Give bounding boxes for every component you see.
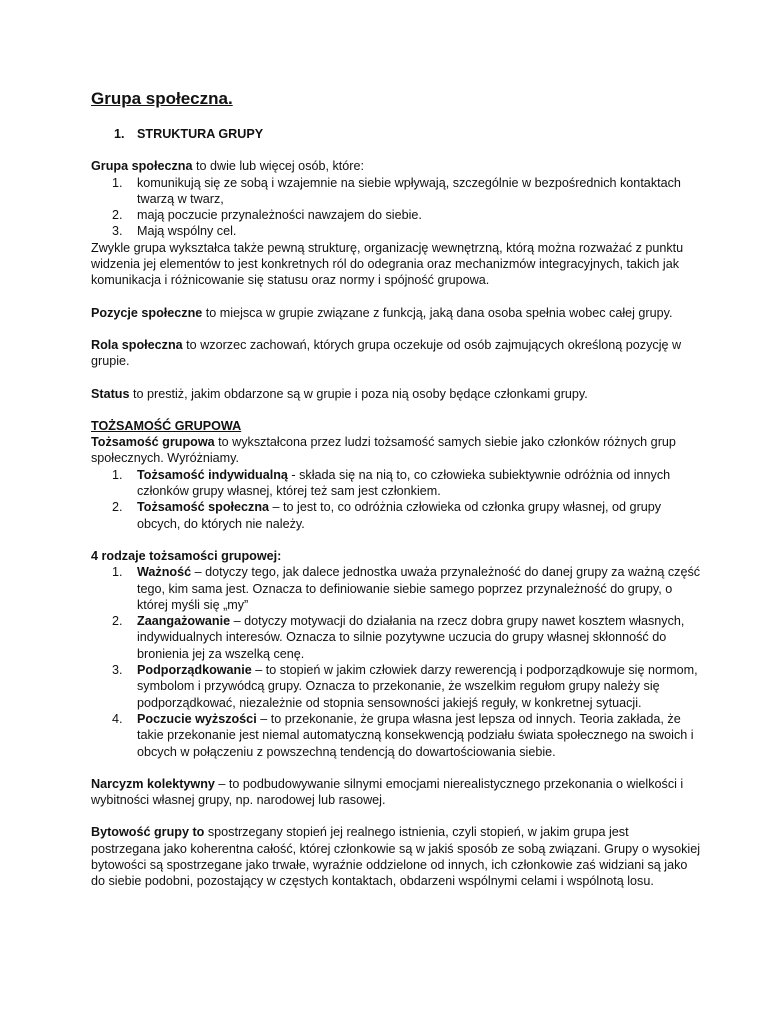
list-item (91, 223, 701, 239)
list-text: Mają wspólny cel. (137, 224, 237, 239)
list-term: Poczucie wyższości (137, 711, 257, 726)
definition-list (91, 175, 701, 240)
list-item (91, 564, 701, 613)
tozsamosc-paragraph (91, 434, 701, 467)
list-term: Podporządkowanie (137, 663, 252, 678)
pozycje-term: Pozycje społeczne (91, 305, 203, 320)
list-item (91, 175, 701, 208)
section-number: 1. (114, 127, 125, 141)
list-item (91, 467, 701, 500)
tozsamosc-list (91, 467, 701, 532)
list-text: – to jest to, co odróżnia człowieka od członka grupy własnej, od grupy obcych, do których nie należy. (137, 500, 662, 531)
list-text: – to stopień w jakim człowiek darzy rewerencją i podporządkowuje się normom, symbolom i przywódcą grupy. Oznacza to przekonanie, że wszelkim regułom grupy należy się podporządkować, niezależnie od stopnia sensowności jakiejś reguły, w konkretnej sytuacji. (137, 663, 698, 710)
list-item (91, 662, 701, 711)
document-title: Grupa społeczna. (91, 89, 233, 108)
list-number: 1. (112, 175, 123, 190)
definition-paragraph (91, 158, 701, 174)
list-number: 1. (112, 467, 123, 482)
definition-term: Grupa społeczna (91, 159, 193, 174)
list-text: – dotyczy motywacji do działania na rzecz dobra grupy nawet kosztem własnych, indywidualnych interesów. Oznacza to silnie pozytywne uczucia do grupy własnej skłonność do bronienia jej za wszelką cenę. (137, 614, 685, 661)
list-text: - składa się na nią to, co człowieka subiektywnie odróżnia od innych członków grupy własnej, której też sam jest członkiem. (137, 467, 671, 499)
tozsamosc-text: to wykształcona przez ludzi tożsamość samych siebie jako członków różnych grup społecznych. Wyróżniamy. (91, 435, 676, 466)
status-text: to prestiż, jakim obdarzone są w grupie i poza nią osoby będące członkami grupy. (129, 386, 588, 401)
list-item (91, 613, 701, 662)
rola-paragraph (91, 337, 701, 370)
status-term: Status (91, 386, 130, 401)
bytowosc-term: Bytowość grupy to (91, 825, 205, 840)
list-text: mają poczucie przynależności nawzajem do siebie. (137, 208, 422, 223)
list-item (91, 711, 701, 760)
list-item (91, 207, 701, 223)
status-paragraph (91, 386, 701, 402)
bytowosc-paragraph (91, 824, 701, 889)
list-number: 3. (112, 224, 123, 239)
list-item (91, 499, 701, 532)
list-term: Zaangażowanie (137, 614, 231, 629)
list-text: – dotyczy tego, jak dalece jednostka uważa przynależność do danej grupy za ważną część tego, kim sama jest. Oznacza to definiowanie siebie samego poprzez przynależność do grupy, o której myśli się „my” (137, 565, 701, 612)
rola-text: to wzorzec zachowań, których grupa oczekuje od osób zajmujących określoną pozycję w grupie. (91, 337, 682, 369)
narcyzm-text: – to podbudowywanie silnymi emocjami nierealistycznego przekonania o wielkości i wybitności własnej grupy, np. narodowej lub rasowej. (91, 776, 684, 808)
narcyzm-term: Narcyzm kolektywny (91, 776, 215, 791)
rola-term: Rola społeczna (91, 337, 183, 352)
section-heading-struktura (91, 126, 701, 142)
rodzaje-heading-text: 4 rodzaje tożsamości grupowej: (91, 548, 282, 563)
structure-paragraph: Zwykle grupa wykształca także pewną strukturę, organizację wewnętrzną, którą można rozważać z punktu widzenia jej elementów to jest konkretnych ról do odegrania oraz mechanizmów integracyjnych, takich jak komunikacja i różnicowanie się statusu oraz normy i spójność grupowa. (91, 240, 684, 288)
list-text: komunikują się ze sobą i wzajemnie na siebie wpływają, szczególnie w bezpośrednich kontaktach twarzą w twarz, (137, 175, 681, 206)
document-page (91, 88, 701, 890)
definition-text: to dwie lub więcej osób, które: (192, 159, 364, 174)
list-number: 2. (112, 500, 123, 515)
list-number: 2. (112, 208, 123, 223)
narcyzm-paragraph (91, 776, 701, 809)
list-term: Tożsamość indywidualną (137, 467, 288, 482)
tozsamosc-term: Tożsamość grupowa (91, 435, 215, 450)
list-text: – to przekonanie, że grupa własna jest lepsza od innych. Teoria zakłada, że takie przekonanie jest niemal automatyczną konsekwencją podziału świata społecznego na swoich i obcych w połączeniu z powszechną tendencją do dowartościowania siebie. (137, 711, 694, 759)
tozsamosc-heading: TOŻSAMOŚĆ GRUPOWA (91, 418, 242, 433)
list-number: 2. (112, 614, 123, 629)
section-label: STRUKTURA GRUPY (137, 127, 264, 141)
pozycje-text: to miejsca w grupie związane z funkcją, jaką dana osoba spełnia wobec całej grupy. (202, 305, 673, 320)
pozycje-paragraph (91, 305, 701, 321)
list-term: Ważność (137, 565, 192, 580)
list-number: 4. (112, 711, 123, 726)
rodzaje-heading (91, 548, 701, 564)
rodzaje-list (91, 564, 701, 760)
list-number: 3. (112, 663, 123, 678)
list-number: 1. (112, 565, 123, 580)
list-term: Tożsamość społeczna (137, 500, 270, 515)
bytowosc-text: spostrzegany stopień jej realnego istnienia, czyli stopień, w jakim grupa jest postrzegana jako koherentna całość, której członkowie są w jakiś sposób ze sobą związani. Grupy o wysokiej bytowości są spostrzegane jako trwałe, wyraźnie oddzielone od innych, ich członkowie zaś widziani są jako do siebie podobni, pozostający w częstych kontaktach, obdarzeni wspólnymi celami i wspólnotą losu. (91, 825, 701, 889)
